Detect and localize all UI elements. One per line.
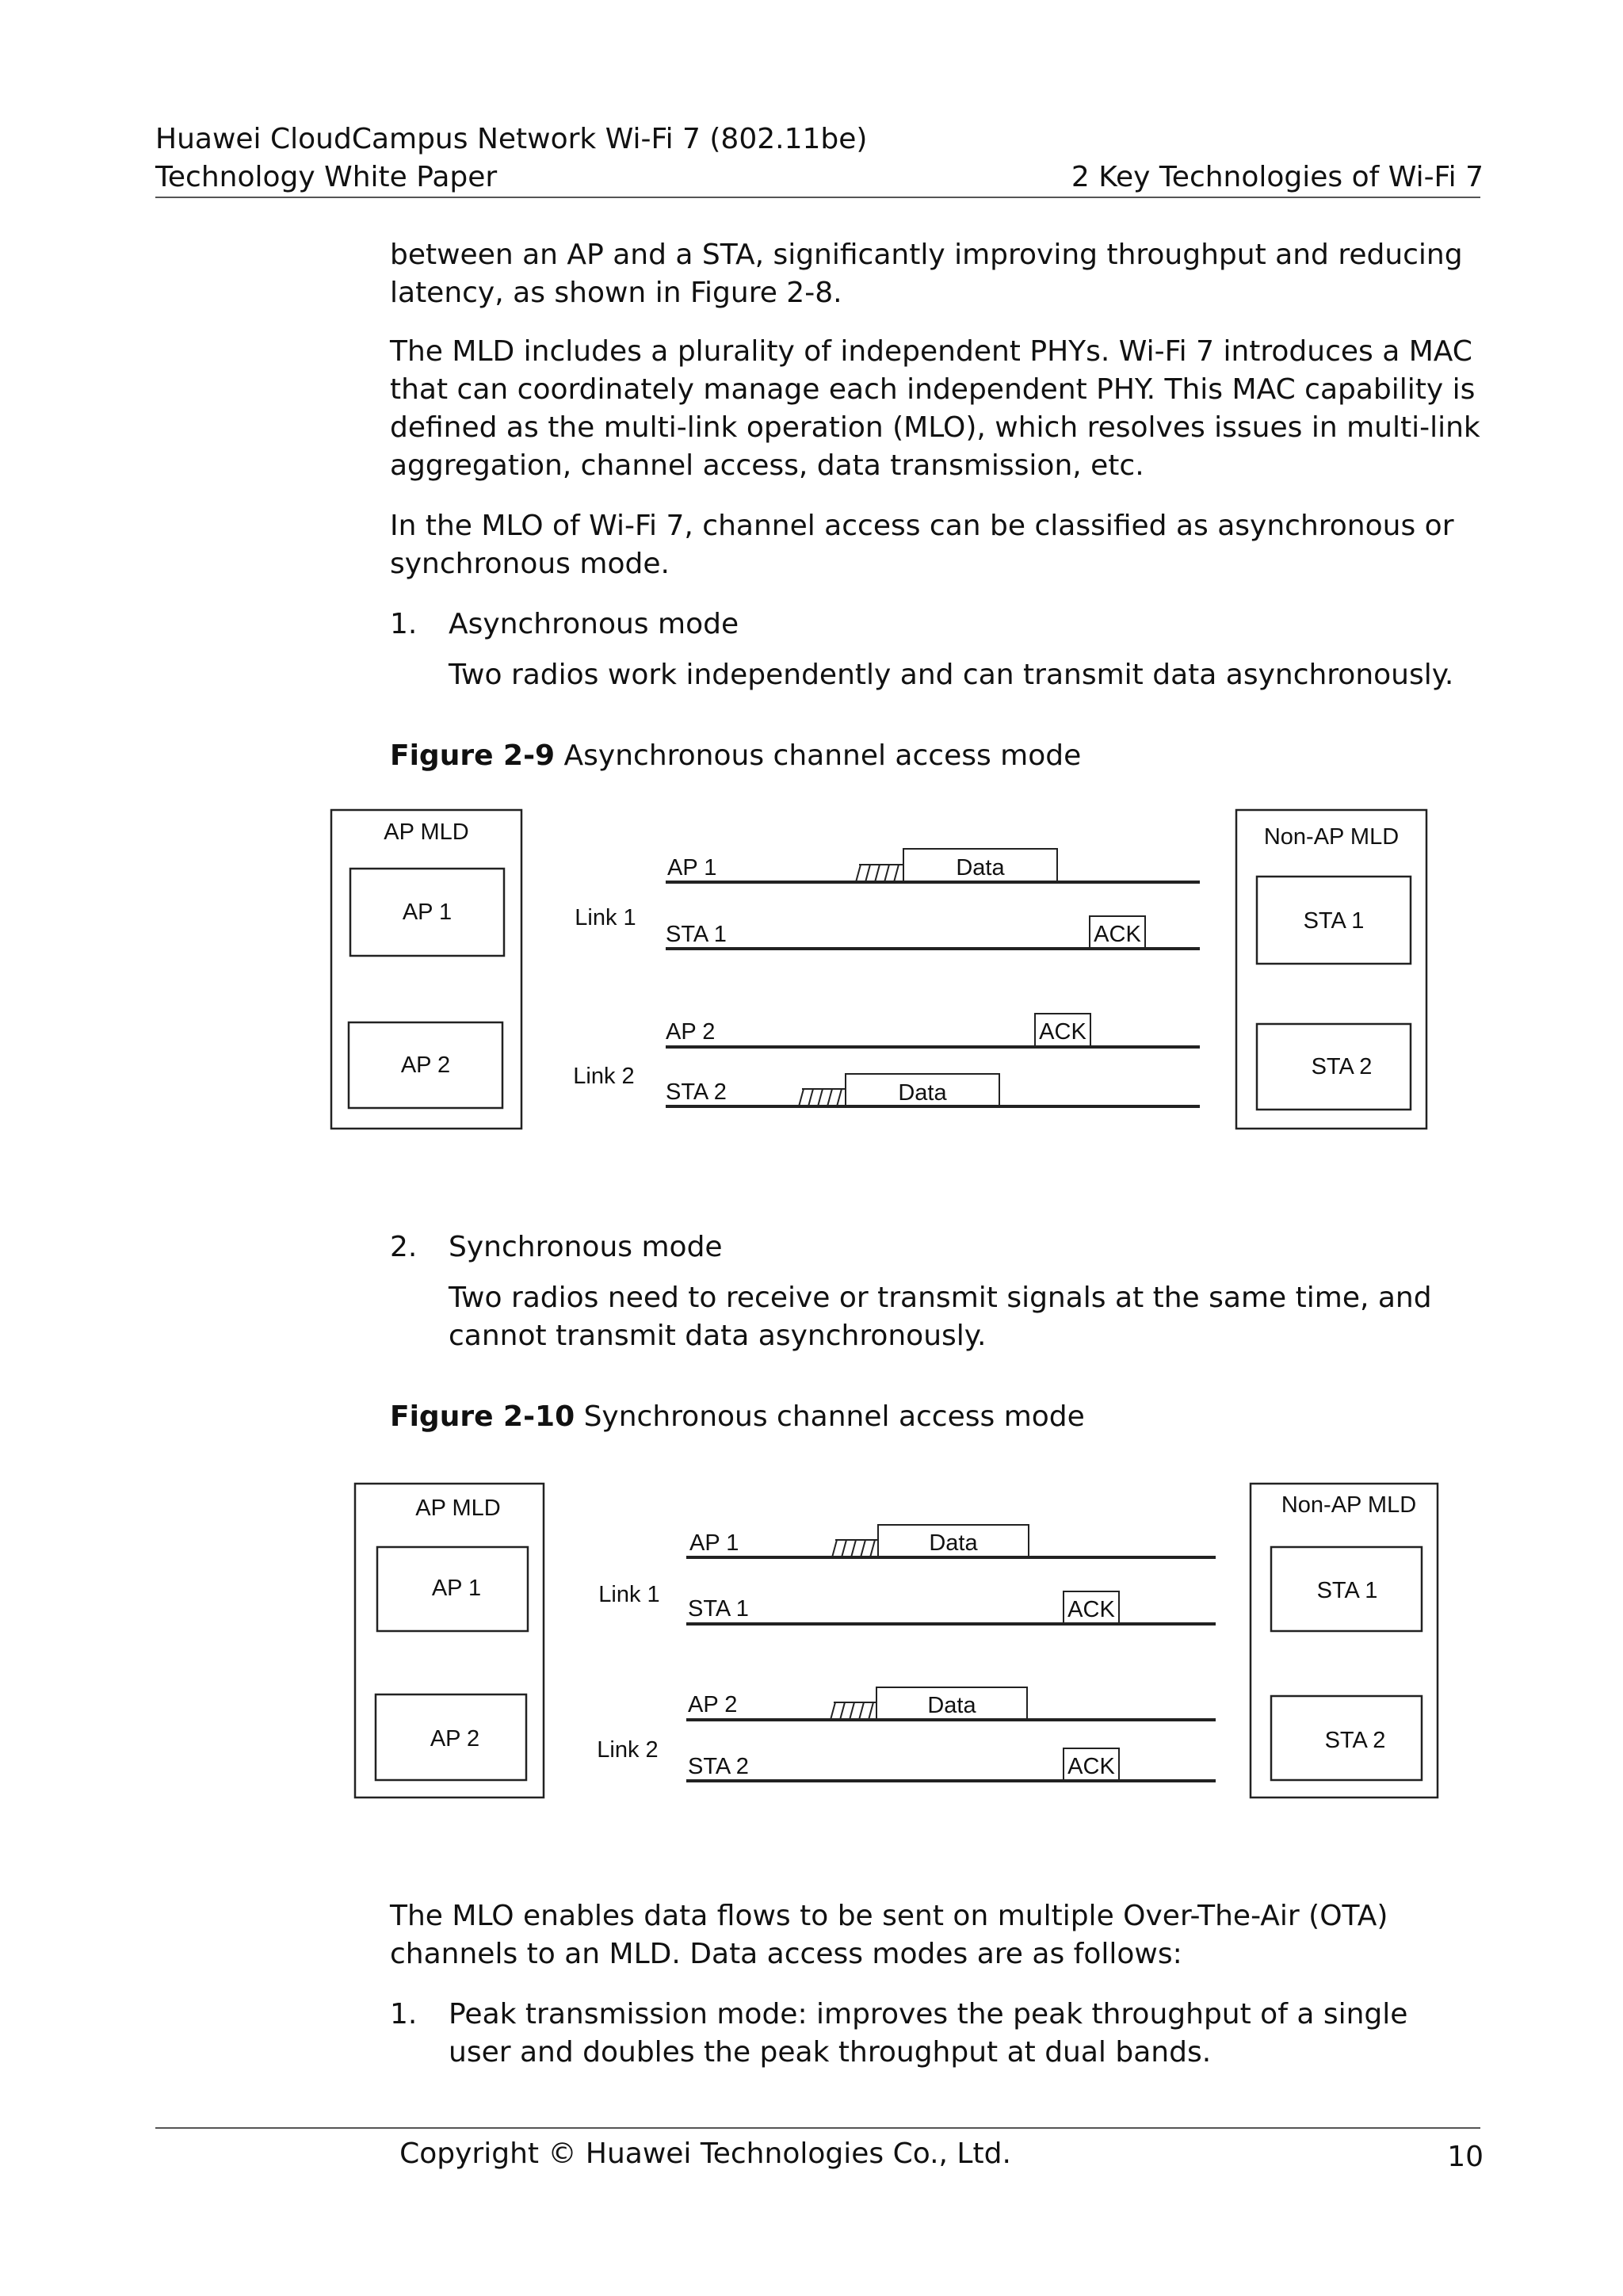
sta1-line-label: STA 1 xyxy=(666,922,727,947)
footer-copyright: Copyright © Huawei Technologies Co., Ltd. xyxy=(399,2137,1011,2170)
figure-caption-2-9 xyxy=(390,737,1081,775)
data-label-link1: Data xyxy=(956,855,1005,881)
non-ap-mld-label: Non-AP MLD xyxy=(1281,1492,1417,1518)
figure-async-diagram xyxy=(317,800,1442,1141)
ap1-label: AP 1 xyxy=(431,1576,482,1601)
ap1-label: AP 1 xyxy=(402,900,453,925)
link1-label: Link 1 xyxy=(598,1582,660,1607)
paragraph-1-text: between an AP and a STA, significantly improving throughput and reducing latency, as shown in Figure 2-8. xyxy=(390,239,1463,309)
paragraph-4 xyxy=(390,1897,1484,1973)
header-chapter: 2 Key Technologies of Wi-Fi 7 xyxy=(1071,161,1484,193)
sta2-label: STA 2 xyxy=(1311,1054,1373,1079)
figure-label: Figure 2-9 xyxy=(390,739,556,772)
list-title-sync: Synchronous mode xyxy=(449,1231,723,1263)
list-desc-peak: Peak transmission mode: improves the peak throughput of a single user and doubles the peak throughput at dual bands. xyxy=(449,1998,1408,2069)
backoff-hatch-link1 xyxy=(856,865,903,882)
backoff-hatch-link2 xyxy=(799,1089,846,1106)
link2-label: Link 2 xyxy=(573,1064,635,1089)
header-rule xyxy=(155,197,1480,198)
non-ap-mld-box xyxy=(1236,810,1426,1129)
paragraph-4-text: The MLO enables data flows to be sent on multiple Over-The-Air (OTA) channels to an MLD. Data access modes are as follows: xyxy=(390,1900,1388,1970)
ap-mld-box xyxy=(331,810,521,1129)
ap2-line-label: AP 2 xyxy=(666,1019,716,1045)
figure-caption-text: Synchronous channel access mode xyxy=(583,1400,1085,1433)
ap1-line-label: AP 1 xyxy=(667,855,717,881)
list-number-2: 2. xyxy=(390,1231,418,1263)
header-doc-subtitle: Technology White Paper xyxy=(155,161,498,193)
footer-rule xyxy=(155,2127,1480,2129)
sta2-line-label: STA 2 xyxy=(666,1079,727,1105)
figure-caption-text: Asynchronous channel access mode xyxy=(563,739,1082,772)
ap1-line-label: AP 1 xyxy=(689,1530,739,1556)
ack-label-link2: ACK xyxy=(1039,1019,1086,1045)
ap2-label: AP 2 xyxy=(400,1052,451,1078)
ack-label-link1: ACK xyxy=(1067,1597,1115,1622)
data-label-link2: Data xyxy=(927,1693,976,1718)
header-doc-title: Huawei CloudCampus Network Wi-Fi 7 (802.11be) xyxy=(155,123,868,155)
figure-label: Figure 2-10 xyxy=(390,1400,575,1433)
list-desc-async: Two radios work independently and can transmit data asynchronously. xyxy=(449,659,1454,691)
list-desc-sync: Two radios need to receive or transmit signals at the same time, and cannot transmit data asynchronously. xyxy=(449,1282,1432,1352)
backoff-hatch-link2 xyxy=(831,1702,876,1720)
data-label-link2: Data xyxy=(898,1080,947,1106)
ack-label-link2: ACK xyxy=(1067,1754,1115,1779)
list-number-1: 1. xyxy=(390,608,418,640)
list-number-3: 1. xyxy=(390,1998,418,2030)
ack-label-link1: ACK xyxy=(1094,922,1141,947)
non-ap-mld-label: Non-AP MLD xyxy=(1263,824,1400,850)
link2-label: Link 2 xyxy=(597,1737,659,1763)
sta1-line-label: STA 1 xyxy=(688,1596,749,1622)
figure-caption-2-10 xyxy=(390,1398,1085,1436)
paragraph-3 xyxy=(390,507,1484,583)
sta1-label: STA 1 xyxy=(1316,1578,1378,1603)
sta2-label: STA 2 xyxy=(1324,1728,1386,1753)
paragraph-1 xyxy=(390,236,1484,312)
paragraph-3-text: In the MLO of Wi-Fi 7, channel access can be classified as asynchronous or synchronous mode. xyxy=(390,510,1454,580)
backoff-hatch-link1 xyxy=(832,1540,878,1557)
link1-label: Link 1 xyxy=(575,905,636,930)
page-number: 10 xyxy=(1447,2141,1484,2173)
ap2-label: AP 2 xyxy=(430,1726,480,1752)
list-title-async: Asynchronous mode xyxy=(449,608,739,640)
ap2-line-label: AP 2 xyxy=(688,1692,738,1717)
sta1-label: STA 1 xyxy=(1303,908,1365,934)
ap-mld-label: AP MLD xyxy=(384,819,469,845)
paragraph-2 xyxy=(390,333,1484,485)
sta2-line-label: STA 2 xyxy=(688,1754,749,1779)
data-label-link1: Data xyxy=(929,1530,978,1556)
figure-sync-diagram xyxy=(341,1474,1450,1807)
paragraph-2-text: The MLD includes a plurality of independent PHYs. Wi-Fi 7 introduces a MAC that can coordinately manage each independent PHY. This MAC capability is defined as the multi-link operation (MLO), which resolves issues in multi-link aggregation, channel access, data transmission, etc. xyxy=(390,335,1480,482)
ap-mld-label: AP MLD xyxy=(415,1496,501,1521)
